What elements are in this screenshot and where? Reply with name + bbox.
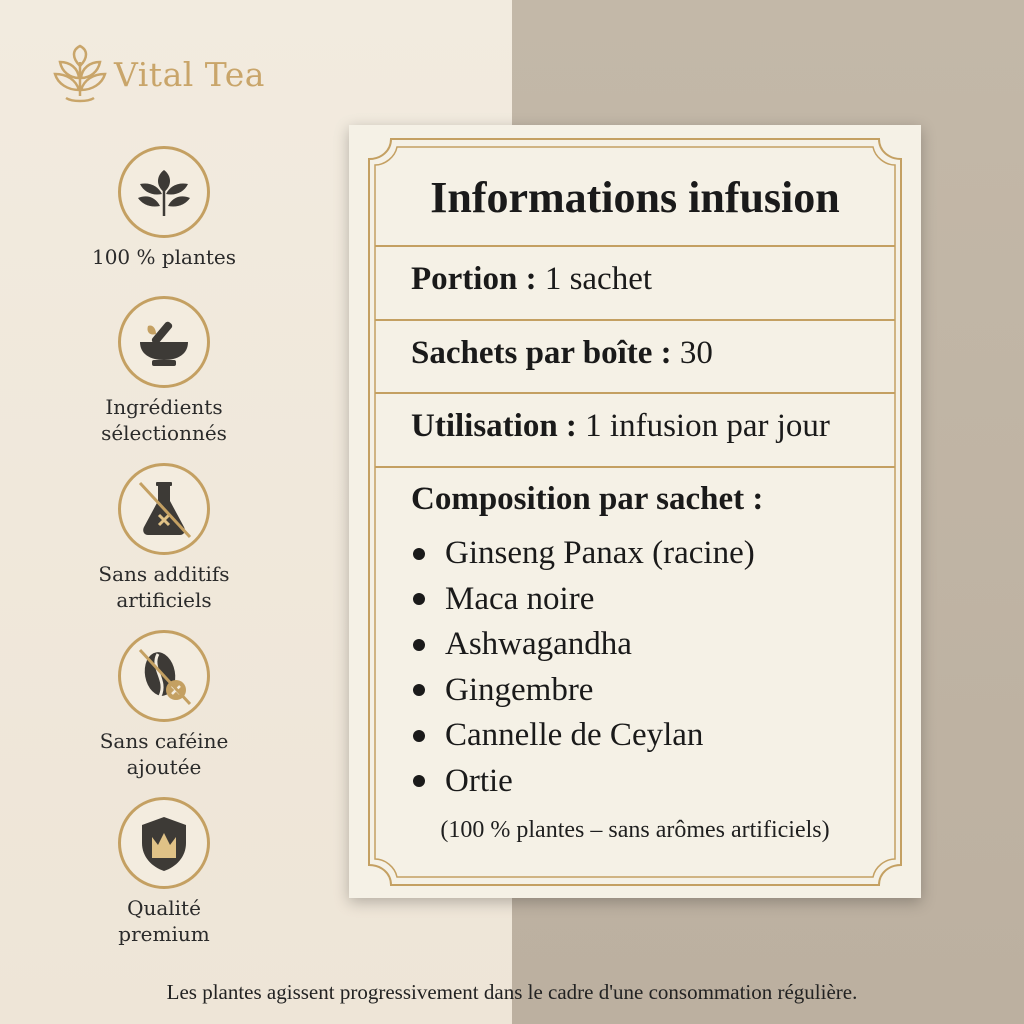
- list-item: Ginseng Panax (racine): [411, 531, 755, 577]
- feature-label: Sans caféine ajoutée: [99, 729, 229, 779]
- bullet-icon: [413, 639, 425, 651]
- footer-disclaimer: Les plantes agissent progressivement dans le cadre d'une consommation régulière.: [166, 980, 858, 1004]
- feature-badge: [118, 296, 210, 388]
- feature-label: 100 % plantes: [91, 245, 237, 269]
- leaf-logo-icon: [52, 44, 108, 104]
- composition-title: Composition par sachet :: [411, 481, 764, 517]
- feature-label: Sans additifs artificiels: [98, 562, 230, 612]
- row-portion: Portion : 1 sachet: [411, 261, 653, 297]
- brand-name: Vital Tea: [114, 54, 265, 94]
- composition-note: (100 % plantes – sans arômes artificiels): [440, 817, 830, 843]
- brand: [52, 44, 265, 104]
- feature-badge: [118, 797, 210, 889]
- row-utilisation: Utilisation : 1 infusion par jour: [411, 408, 830, 444]
- list-item: Cannelle de Ceylan: [411, 713, 755, 759]
- leaves-icon: [118, 146, 210, 238]
- feature-qualite-premium: [54, 797, 274, 947]
- no-flask-icon: [118, 463, 210, 555]
- feature-ingredients: [54, 296, 274, 446]
- mortar-pestle-icon: [118, 296, 210, 388]
- feature-label: Qualité premium: [118, 896, 210, 946]
- bullet-icon: [413, 684, 425, 696]
- feature-100-plantes: [54, 146, 274, 270]
- no-coffee-bean-icon: [118, 630, 210, 722]
- feature-badge: [118, 463, 210, 555]
- feature-badge: [118, 630, 210, 722]
- card-title: Informations infusion: [430, 173, 840, 222]
- feature-label: Ingrédients sélectionnés: [101, 395, 227, 445]
- feature-sans-additifs: [54, 463, 274, 613]
- bullet-icon: [413, 548, 425, 560]
- ingredient-list: [411, 531, 755, 804]
- feature-sans-cafeine: [54, 630, 274, 780]
- list-item: Ortie: [411, 759, 755, 805]
- row-sachets-par-boite: Sachets par boîte : 30: [411, 335, 713, 371]
- bullet-icon: [413, 730, 425, 742]
- feature-badge: [118, 146, 210, 238]
- list-item: Maca noire: [411, 577, 755, 623]
- list-item: Ashwagandha: [411, 622, 755, 668]
- crown-shield-icon: [118, 797, 210, 889]
- list-item: Gingembre: [411, 668, 755, 714]
- infusion-info-card: [349, 125, 921, 898]
- bullet-icon: [413, 593, 425, 605]
- bullet-icon: [413, 775, 425, 787]
